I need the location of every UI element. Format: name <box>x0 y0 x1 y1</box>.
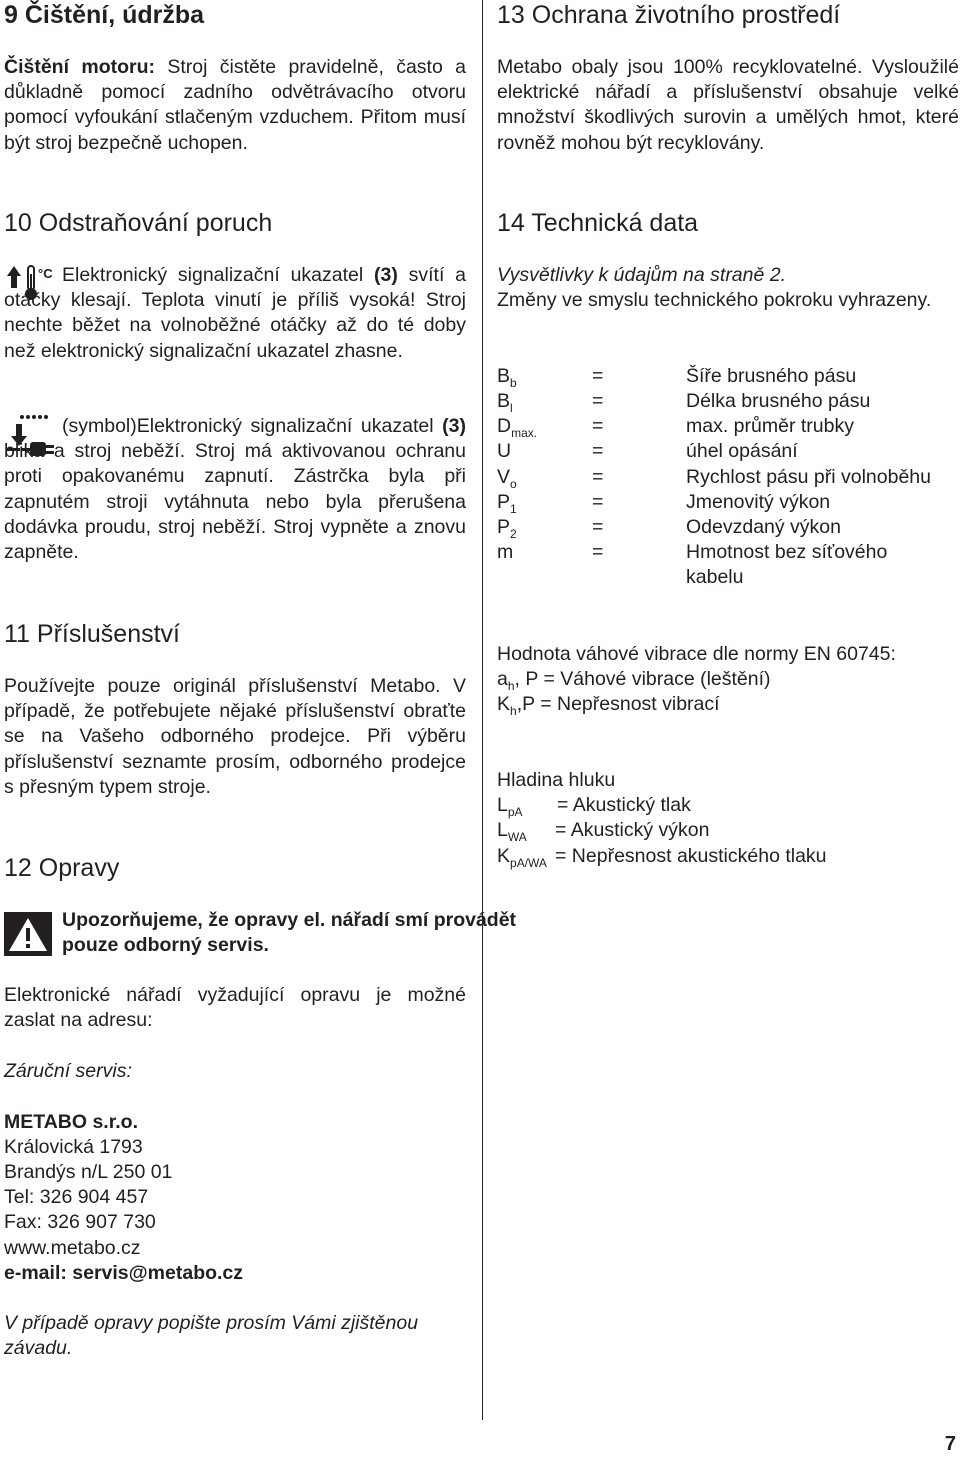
section-10-para-1: Elektronický signalizační ukazatel (3) svítí a otáčky klesají. Teplota vinutí je příliš vysoká! Stroj nechte běžet na volnoběžné otáčky až do té doby než elektronický signalizační ukazatel zhasne. <box>4 264 467 362</box>
section-9-text <box>4 55 466 156</box>
section-14-title: 14 Technická data <box>497 209 699 237</box>
fax: Fax: 326 907 730 <box>4 1211 156 1233</box>
tech-row: $B_b$ = Šíře brusného pásu <box>497 365 857 390</box>
tech-row: $P_2$ = Odevzdaný výkon <box>497 516 842 541</box>
website: www.metabo.cz <box>4 1237 141 1259</box>
section-11-text: Používejte pouze originál příslušenství Metabo. V případě, že potřebujete nějaké příslušenství obraťte se na Vašeho odborného prodejce. Při výběru příslušenství seznamte prosím, odborného prodejce s přesným typem stroje. <box>4 675 466 798</box>
email: e-mail: servis@metabo.cz <box>4 1262 244 1284</box>
section-12-title: 12 Opravy <box>4 854 120 882</box>
section-9-body: Stroj čistěte pravidelně, často a důkladně pomocí zadního odvětrávacího otvoru pomocí vyfoukání stlačeným vzduchem. Přitom musí být stroj bezpečně uchopen. <box>4 56 466 154</box>
noise-line: $K_{pA/WA}$ = Nepřesnost akustického tlaku <box>497 845 827 870</box>
repair-warning: Upozorňujeme, že opravy el. nářadí smí provádět pouze odborný servis. <box>62 909 517 957</box>
section-9-lead: Čištění motoru: <box>4 56 155 78</box>
address-street: Královická 1793 <box>4 1136 143 1158</box>
service-label: Záruční servis: <box>4 1060 132 1082</box>
tech-row: $V_o$ = Rychlost pásu při volnoběhu <box>497 466 931 491</box>
section-11-title: 11 Příslušenství <box>4 620 181 648</box>
page-number: 7 <box>944 1433 956 1455</box>
section-9-title: 9 Čištění, údržba <box>4 1 205 29</box>
noise-title: Hladina hluku <box>497 769 616 791</box>
vibration-line-2: $K_h,P$ = Nepřesnost vibrací <box>497 693 720 718</box>
vibration-title: Hodnota váhové vibrace dle normy EN 60745: <box>497 643 896 665</box>
section-13-text: Metabo obaly jsou 100% recyklovatelné. Vysloužilé elektrické nářadí a příslušenství obsahuje velké množství škodlivých surovin a umělých hmot, které rovněž mohou být recyklovány. <box>497 56 959 154</box>
vibration-line-1: $a_h$, P = Váhové vibrace (leštění) <box>497 668 771 693</box>
phone: Tel: 326 904 457 <box>4 1186 149 1208</box>
tech-row: $D_{max.}$ = max. průměr trubky <box>497 415 854 440</box>
tech-row: m = Hmotnost bez síťového kabelu <box>497 541 888 589</box>
tech-row: $P_1$ = Jmenovitý výkon <box>497 491 831 516</box>
address-city: Brandýs n/L 250 01 <box>4 1161 173 1183</box>
section-13-title: 13 Ochrana životního prostředí <box>497 1 841 29</box>
icon-celsius-label: °C <box>38 266 53 281</box>
section-10-para-2: (symbol)Elektronický signalizační ukazatel (3) bliká a stroj neběží. Stroj má aktivovanou ochranu proti opakovanému zapnutí. Zástrčka byla při zapnutém stroji vytáhnuta nebo byla přerušena dodávka proudu, stroj neběží. Stroj vypněte a znovu zapněte. <box>4 415 466 564</box>
section-12-text: Elektronické nářadí vyžadující opravu je možné zaslat na adresu: <box>4 984 466 1032</box>
column-divider <box>482 0 483 1420</box>
noise-line: $L_{pA}$ = Akustický tlak <box>497 794 691 819</box>
repair-note: V případě opravy popište prosím Vámi zjištěnou závadu. <box>4 1312 419 1360</box>
tech-data-changes: Změny ve smyslu technického pokroku vyhrazeny. <box>497 289 932 311</box>
company-name: METABO s.r.o. <box>4 1111 138 1133</box>
tech-row: $B_l$ = Délka brusného pásu <box>497 390 871 415</box>
section-10-title: 10 Odstraňování poruch <box>4 209 273 237</box>
tech-row: U = úhel opásání <box>497 440 798 462</box>
noise-line: $L_{WA}$ = Akustický výkon <box>497 819 710 844</box>
tech-data-note: Vysvětlivky k údajům na straně 2. <box>497 264 787 286</box>
